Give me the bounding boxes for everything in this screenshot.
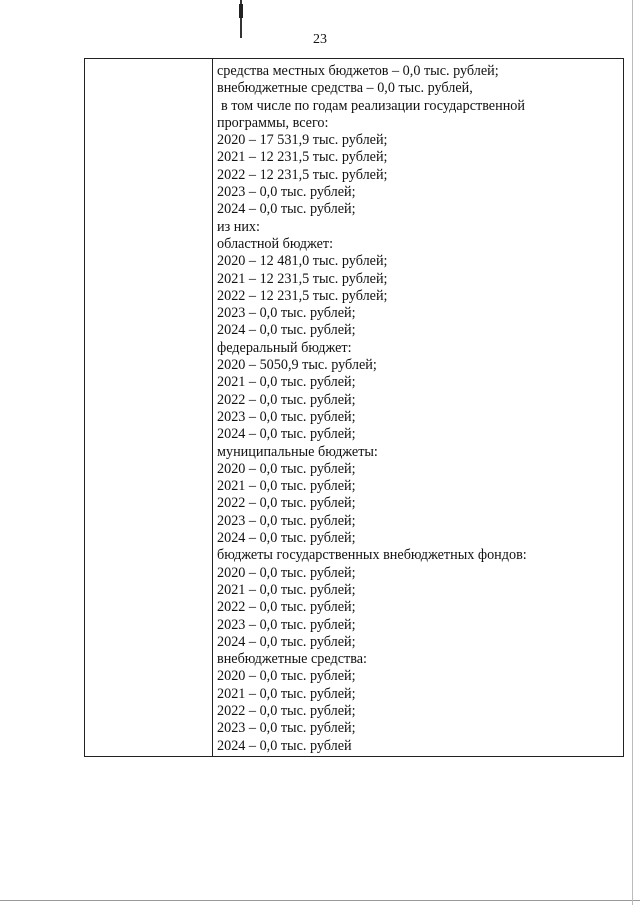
funding-line: муниципальные бюджеты:: [217, 443, 378, 460]
funding-line: 2021 – 0,0 тыс. рублей;: [217, 478, 356, 495]
funding-line: 2022 – 0,0 тыс. рублей;: [217, 599, 356, 616]
funding-line: областной бюджет:: [217, 235, 334, 252]
funding-line: 2021 – 12 231,5 тыс. рублей;: [217, 270, 388, 287]
table-left-cell: [85, 59, 212, 756]
funding-line: 2020 – 0,0 тыс. рублей;: [217, 668, 356, 685]
funding-line: 2020 – 5050,9 тыс. рублей;: [217, 357, 377, 374]
funding-line: 2023 – 0,0 тыс. рублей;: [217, 616, 356, 633]
funding-line: 2021 – 0,0 тыс. рублей;: [217, 685, 356, 702]
funding-line: 2020 – 0,0 тыс. рублей;: [217, 564, 356, 581]
funding-line: 2023 – 0,0 тыс. рублей;: [217, 408, 356, 425]
funding-line: из них:: [217, 218, 260, 235]
funding-line: 2023 – 0,0 тыс. рублей;: [217, 512, 356, 529]
table-column-divider: [212, 59, 213, 756]
funding-line: 2023 – 0,0 тыс. рублей;: [217, 305, 356, 322]
funding-line: бюджеты государственных внебюджетных фондов:: [217, 547, 527, 564]
funding-line: 2022 – 12 231,5 тыс. рублей;: [217, 287, 388, 304]
funding-line: программы, всего:: [217, 114, 329, 131]
funding-line: 2024 – 0,0 тыс. рублей: [217, 737, 352, 754]
funding-line: 2024 – 0,0 тыс. рублей;: [217, 201, 356, 218]
scan-bottom-edge: [0, 900, 640, 901]
funding-line: 2020 – 17 531,9 тыс. рублей;: [217, 132, 388, 149]
funding-line: 2024 – 0,0 тыс. рублей;: [217, 633, 356, 650]
funding-line: 2023 – 0,0 тыс. рублей;: [217, 184, 356, 201]
funding-line: 2024 – 0,0 тыс. рублей;: [217, 530, 356, 547]
funding-line: 2022 – 0,0 тыс. рублей;: [217, 391, 356, 408]
funding-line: средства местных бюджетов – 0,0 тыс. рублей;: [217, 63, 499, 79]
funding-line: 2022 – 12 231,5 тыс. рублей;: [217, 166, 388, 183]
funding-line: 2020 – 0,0 тыс. рублей;: [217, 460, 356, 477]
table-right-cell: [217, 63, 621, 755]
funding-line: 2021 – 0,0 тыс. рублей;: [217, 374, 356, 391]
funding-line: 2022 – 0,0 тыс. рублей;: [217, 495, 356, 512]
funding-line: 2024 – 0,0 тыс. рублей;: [217, 322, 356, 339]
funding-line: в том числе по годам реализации государственной: [221, 97, 525, 114]
funding-line: 2024 – 0,0 тыс. рублей;: [217, 426, 356, 443]
funding-line: 2022 – 0,0 тыс. рублей;: [217, 702, 356, 719]
funding-line: внебюджетные средства:: [217, 651, 367, 668]
funding-line: 2023 – 0,0 тыс. рублей;: [217, 720, 356, 737]
page-number: 23: [313, 32, 327, 47]
scan-right-edge: [632, 0, 633, 905]
funding-table: [84, 58, 624, 757]
funding-line: 2021 – 0,0 тыс. рублей;: [217, 581, 356, 598]
funding-line: внебюджетные средства – 0,0 тыс. рублей,: [217, 80, 473, 97]
funding-line: 2020 – 12 481,0 тыс. рублей;: [217, 253, 388, 270]
funding-line: федеральный бюджет:: [217, 339, 352, 356]
funding-line: 2021 – 12 231,5 тыс. рублей;: [217, 149, 388, 166]
